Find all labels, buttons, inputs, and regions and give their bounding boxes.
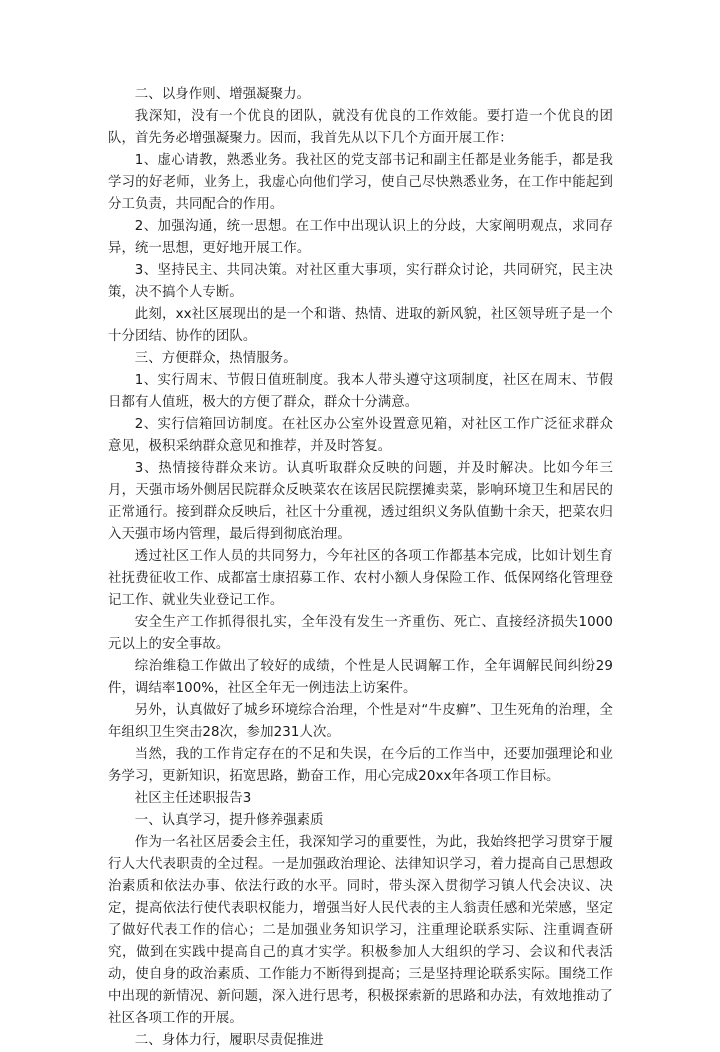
paragraph: 作为一名社区居委会主任，我深知学习的重要性，为此，我始终把学习贯穿于履行人大代表职责的全过程。一是加强政治理论、法律知识学习，着力提高自己思想政治素质和依法办事、依法行政的水平。同时，带头深入贯彻学习镇人代会决议、决定，提高依法行使代表职权能力，增强当好人民代表的主人翁责任感和光荣感，坚定了做好代表工作的信心；二是加强业务知识学习，注重理论联系实际、注重调查研究，做到在实践中提高自己的真才实学。积极参加人大组织的学习、会议和代表活动，使自身的政治素质、工作能力不断得到提高；三是坚持理论联系实际。围绕工作中出现的新情况、新问题，深入进行思考，积极探索新的思路和办法，有效地推动了社区各项工作的开展。 [108, 835, 613, 1026]
paragraph: 当然，我的工作肯定存在的不足和失误，在今后的工作当中，还要加强理论和业务学习，更新知识，拓宽思路，勤奋工作，用心完成20xx年各项工作目标。 [108, 747, 613, 784]
paragraph: 3、坚持民主、共同决策。对社区重大事项，实行群众讨论，共同研究，民主决策，决不搞个人专断。 [108, 263, 613, 300]
paragraph: 安全生产工作抓得很扎实，全年没有发生一齐重伤、死亡、直接经济损失1000元以上的安全事故。 [108, 615, 613, 652]
paragraph: 3、热情接待群众来访。认真听取群众反映的问题，并及时解决。比如今年三月，天强市场外侧居民院群众反映菜农在该居民院摆摊卖菜，影响环境卫生和居民的正常通行。接到群众反映后，社区十分重视，透过组织义务队值勤十余天，把菜农归入天强市场内管理，最后得到彻底治理。 [108, 461, 613, 542]
section-heading-2b: 二、身体力行，履职尽责促推进 [134, 1033, 324, 1048]
paragraph: 透过社区工作人员的共同努力，今年社区的各项工作都基本完成，比如计划生育社抚费征收工作、成都富士康招募工作、农村小额人身保险工作、低保网络化管理登记工作、就业失业登记工作。 [108, 549, 613, 608]
section-heading-1: 一、认真学习，提升修养强素质 [134, 813, 324, 828]
paragraph: 1、实行周末、节假日值班制度。我本人带头遵守这项制度，社区在周末、节假日都有人值班，极大的方便了群众，群众十分满意。 [108, 373, 613, 410]
paragraph: 1、虚心请教，熟悉业务。我社区的党支部书记和副主任都是业务能手，都是我学习的好老师，业务上，我虚心向他们学习，使自己尽快熟悉业务，在工作中能起到分工负责，共同配合的作用。 [108, 153, 613, 212]
paragraph: 2、实行信箱回访制度。在社区办公室外设置意见箱，对社区工作广泛征求群众意见，极积采纳群众意见和推荐，并及时答复。 [108, 417, 613, 454]
section-heading-2: 二、以身作则、增强凝聚力。 [134, 87, 311, 102]
section-heading-3: 三、方便群众，热情服务。 [134, 351, 297, 366]
paragraph: 2、加强沟通，统一思想。在工作中出现认识上的分歧，大家阐明观点，求同存异，统一思想，更好地开展工作。 [108, 219, 613, 256]
paragraph: 我深知，没有一个优良的团队，就没有优良的工作效能。要打造一个优良的团队，首先务必增强凝聚力。因而，我首先从以下几个方面开展工作： [108, 109, 613, 146]
paragraph: 综治维稳工作做出了较好的成绩，个性是人民调解工作，全年调解民间纠纷29件，调结率100%，社区全年无一例违法上访案件。 [108, 659, 613, 696]
document-body [108, 84, 613, 1052]
paragraph: 另外，认真做好了城乡环境综合治理，个性是对“牛皮癣”、卫生死角的治理，全年组织卫生突击28次，参加231人次。 [108, 703, 613, 740]
report-title: 社区主任述职报告3 [134, 791, 252, 806]
paragraph: 此刻，xx社区展现出的是一个和谐、热情、进取的新风貌，社区领导班子是一个十分团结、协作的团队。 [108, 307, 613, 344]
